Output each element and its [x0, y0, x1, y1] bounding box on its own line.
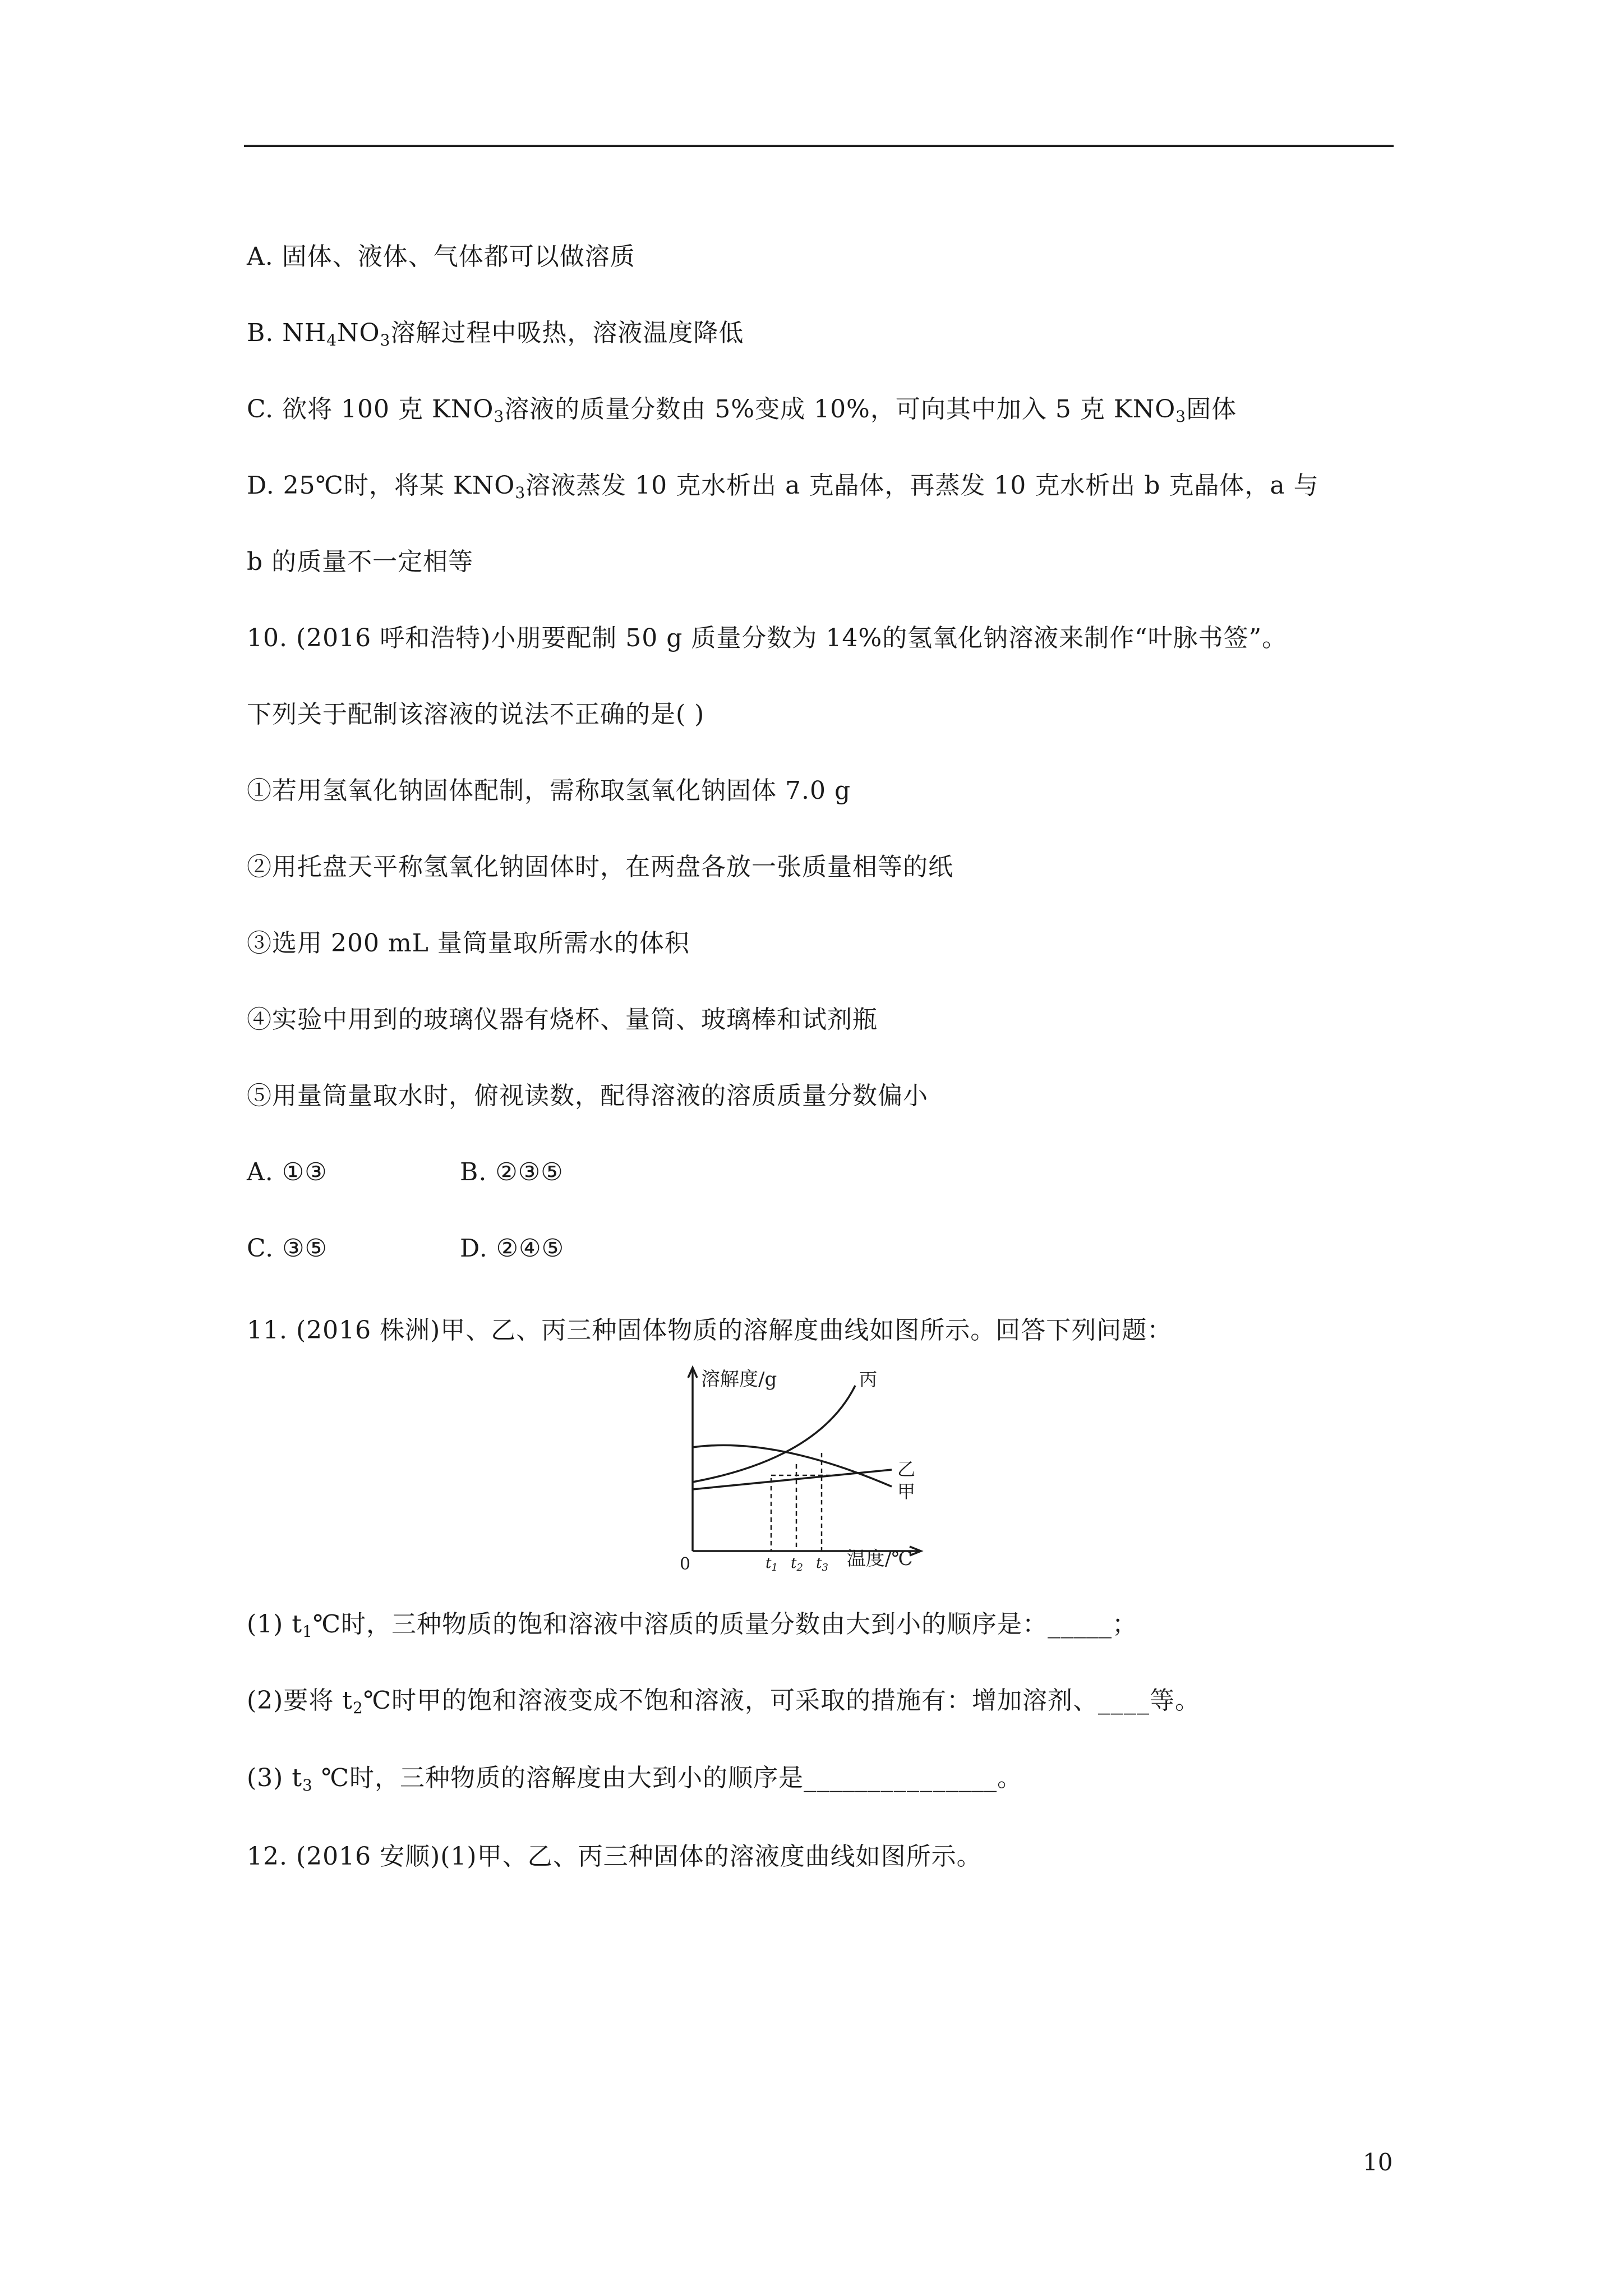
header-rule: [244, 145, 1394, 147]
q10-statement-1: ①若用氢氧化钠固体配制，需称取氢氧化钠固体 7.0 g: [247, 776, 851, 805]
q11-part-1: (1) $t_1℃$时，三种物质的饱和溶液中溶质的质量分数由大到小的顺序是：_____；: [247, 1610, 1138, 1641]
q10-stem-line2: 下列关于配制该溶液的说法不正确的是( ): [247, 700, 705, 729]
q9-option-b: B. $NH_4NO_3$溶解过程中吸热，溶液温度降低: [247, 319, 744, 349]
curve-bing-label: 丙: [859, 1369, 878, 1390]
curve-bing: [693, 1386, 855, 1482]
curve-yi: [693, 1470, 892, 1489]
q10-option-a: A. ①③: [247, 1158, 328, 1186]
origin-label: 0: [680, 1554, 691, 1571]
q10-options-cd: [247, 1232, 564, 1266]
q9-option-d: D. 25℃时，将某 $KNO_3$溶液蒸发 10 克水析出 a 克晶体，再蒸发 10 克水析出 b 克晶体，a 与: [247, 471, 1319, 502]
q10-statement-5: ⑤用量筒量取水时，俯视读数，配得溶液的溶质质量分数偏小: [247, 1082, 928, 1110]
q10-statement-2: ②用托盘天平称氢氧化钠固体时，在两盘各放一张质量相等的纸: [247, 853, 953, 881]
q10-option-b: B. ②③⑤: [460, 1158, 564, 1186]
x-axis-label: 温度/℃: [847, 1548, 913, 1570]
curve-jia-label: 甲: [897, 1481, 916, 1502]
t2-label: t2: [791, 1555, 803, 1571]
solubility-curve-figure: [679, 1363, 948, 1571]
q9-option-d-continued: b 的质量不一定相等: [247, 547, 474, 576]
curve-yi-label: 乙: [897, 1458, 916, 1480]
q11-stem: 11. (2016 株洲)甲、乙、丙三种固体物质的溶解度曲线如图所示。回答下列问题：: [247, 1316, 1173, 1345]
q10-statement-4: ④实验中用到的玻璃仪器有烧杯、量筒、玻璃棒和试剂瓶: [247, 1005, 878, 1034]
q10-statement-3: ③选用 200 mL 量筒量取所需水的体积: [247, 929, 690, 958]
page-number: 10: [1363, 2148, 1393, 2176]
q9-option-c: C. 欲将 100 克 $KNO_3$溶液的质量分数由 5%变成 10%，可向其中加入 5 克 $KNO_3$固体: [247, 395, 1237, 426]
q12-stem: 12. (2016 安顺)(1)甲、乙、丙三种固体的溶液度曲线如图所示。: [247, 1842, 982, 1871]
q9-option-a: A. 固体、液体、气体都可以做溶质: [247, 242, 635, 271]
q10-options-ab: [247, 1156, 564, 1189]
t3-label: t3: [816, 1555, 828, 1571]
q11-part-2: (2)要将 $t_2℃$时甲的饱和溶液变成不饱和溶液，可采取的措施有：增加溶剂、____等。: [247, 1686, 1201, 1717]
q11-part-3: (3) $t_3$ ℃时，三种物质的溶解度由大到小的顺序是_______________。: [247, 1764, 1023, 1795]
t1-label: t1: [766, 1555, 778, 1571]
y-axis-label: 溶解度/g: [701, 1368, 777, 1391]
q10-option-d: D. ②④⑤: [460, 1234, 565, 1263]
q10-stem-line1: 10. (2016 呼和浩特)小朋要配制 50 g 质量分数为 14%的氢氧化钠溶液来制作“叶脉书签”。: [247, 624, 1288, 652]
q10-option-c: C. ③⑤: [247, 1234, 328, 1263]
